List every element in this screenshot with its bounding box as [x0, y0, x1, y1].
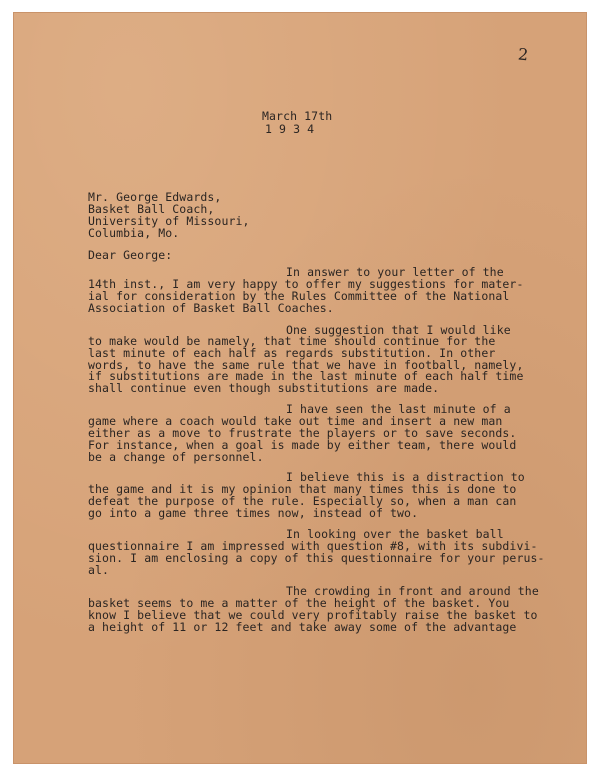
- paragraph-5-line-3: sion. I am enclosing a copy of this questionnaire for your perus-: [88, 551, 545, 565]
- paragraph-6-line-4: a height of 11 or 12 feet and take away some of the advantage: [88, 620, 517, 634]
- paragraph-4-line-3: defeat the purpose of the rule. Especially so, when a man can: [88, 494, 517, 508]
- paragraph-3-line-1: I have seen the last minute of a: [286, 402, 511, 416]
- paragraph-5-line-2: questionnaire I am impressed with question #8, with its subdivi-: [88, 539, 538, 553]
- paragraph-1-line-4: Association of Basket Ball Coaches.: [88, 301, 334, 315]
- paragraph-3-line-4: For instance, when a goal is made by either team, there would: [88, 438, 517, 452]
- paragraph-6-line-1: The crowding in front and around the: [286, 584, 539, 598]
- paragraph-2-line-4: words, to have the same rule that we have in football, namely,: [88, 358, 524, 372]
- date-line: March 17th: [262, 109, 333, 123]
- paragraph-4-line-1: I believe this is a distraction to: [286, 470, 525, 484]
- paragraph-2-line-1: One suggestion that I would like: [286, 323, 511, 337]
- paragraph-2-line-2: to make would be namely, that time should continue for the: [88, 334, 496, 348]
- paragraph-6-line-3: know I believe that we could very profitably raise the basket to: [88, 608, 538, 622]
- year-line: 1 9 3 4: [265, 122, 315, 136]
- paragraph-1-line-1: In answer to your letter of the: [286, 265, 504, 279]
- paragraph-5-line-4: al.: [88, 563, 110, 577]
- handwritten-page-mark: 2: [517, 44, 530, 65]
- paragraph-6-line-2: basket seems to me a matter of the height of the basket. You: [88, 596, 510, 610]
- paragraph-4-line-2: the game and it is my opinion that many times this is done to: [88, 482, 517, 496]
- paragraph-3-line-5: be a change of personnel.: [88, 450, 264, 464]
- recipient-city: Columbia, Mo.: [88, 226, 180, 240]
- paragraph-2-line-5: if substitutions are made in the last minute of each half time: [88, 369, 524, 383]
- paragraph-2-line-6: shall continue even though substitutions are made.: [88, 381, 440, 395]
- recipient-name: Mr. George Edwards,: [88, 190, 222, 204]
- paragraph-3-line-3: either as a move to frustrate the players or to save seconds.: [88, 426, 517, 440]
- paragraph-1-line-2: 14th inst., I am very happy to offer my suggestions for mater-: [88, 277, 524, 291]
- paragraph-3-line-2: game where a coach would take out time and insert a new man: [88, 414, 503, 428]
- paragraph-2-line-3: last minute of each half as regards substitution. In other: [88, 346, 496, 360]
- recipient-institution: University of Missouri,: [88, 214, 250, 228]
- recipient-title: Basket Ball Coach,: [88, 202, 215, 216]
- paragraph-4-line-4: go into a game three times now, instead of two.: [88, 506, 419, 520]
- salutation: Dear George:: [88, 248, 173, 262]
- paragraph-1-line-3: ial for consideration by the Rules Committee of the National: [88, 289, 510, 303]
- paragraph-5-line-1: In looking over the basket ball: [286, 527, 504, 541]
